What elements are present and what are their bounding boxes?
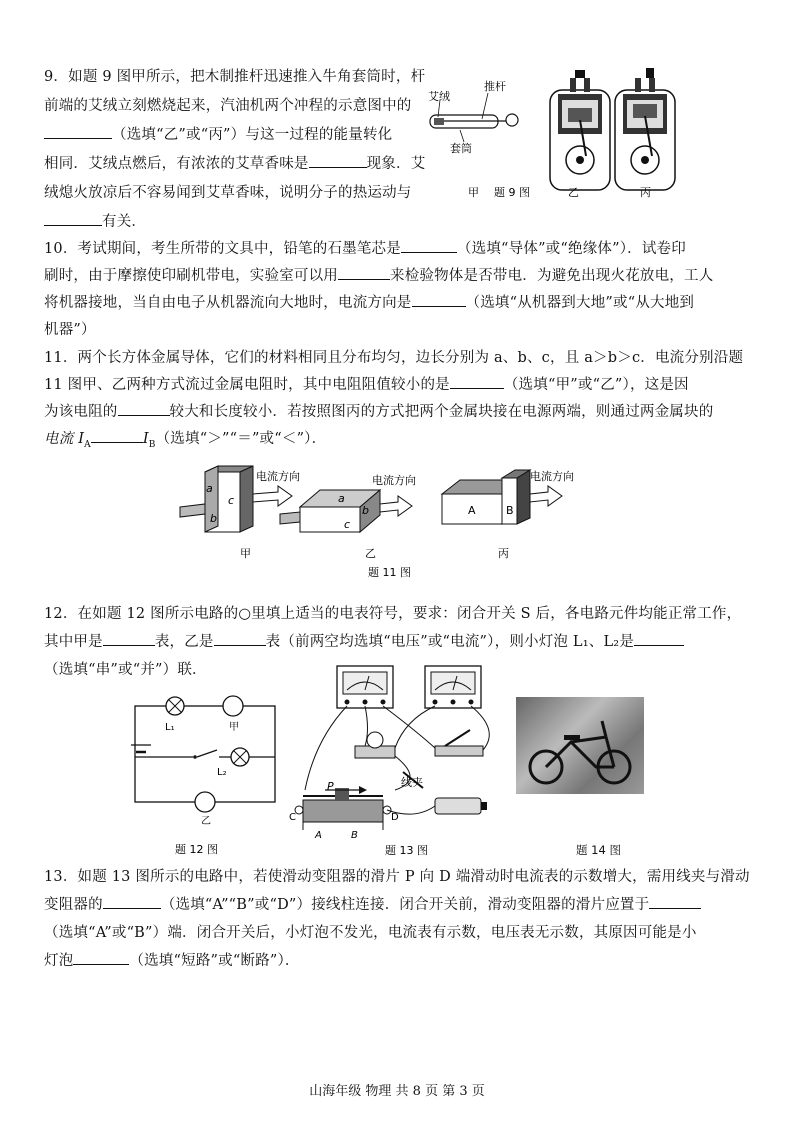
q13-blank-1[interactable]: [103, 894, 161, 909]
q11-line-4a: 电流 I: [44, 431, 85, 447]
q12-line-2c: 表（前两空均选填“电压”或“电流”），则小灯泡 L₁、L₂是: [265, 634, 635, 650]
q10-line-4: 机器”）: [44, 322, 96, 338]
battery-icon: [435, 798, 487, 814]
jia-arrow-label: 电流方向: [256, 470, 300, 483]
q12-line-3: （选填“串”或“并”）联．: [44, 662, 207, 678]
engine-bing-diagram: [615, 68, 675, 190]
fig13-xianjia: 线夹: [401, 776, 423, 789]
q11-line-2a: 11 图甲、乙两种方式流过金属电阻时，其中电阻阻值较小的是: [44, 377, 450, 393]
q13-line-2: [44, 894, 701, 916]
q10-line-1a: 10．考试期间，考生所带的文具中，铅笔的石墨笔芯是: [44, 241, 401, 257]
jia-label-a: a: [206, 482, 213, 495]
q10-blank-2[interactable]: [338, 265, 390, 280]
q12-blank-3[interactable]: [634, 631, 684, 646]
bulb-icon: [355, 732, 395, 758]
q9-line-3: [44, 124, 392, 146]
engine-yi-diagram: [550, 70, 610, 190]
label-ai-rong: 艾绒: [428, 90, 450, 103]
switch-icon: [435, 730, 483, 756]
rheostat-icon: [295, 788, 391, 830]
q11-sub-A: A: [84, 439, 91, 450]
figure-9: [420, 60, 680, 210]
fig12-title: 题 12 图: [175, 843, 218, 856]
q10-line-3b: （选填“从机器到大地”或“从大地到: [465, 295, 695, 311]
q11-blank-2[interactable]: [118, 401, 170, 416]
label-bing-9: 丙: [640, 186, 651, 199]
q10-line-3: [44, 292, 694, 314]
label-jia-9: 甲: [468, 186, 479, 199]
q9-line-4b: 现象．艾: [366, 156, 426, 172]
q13-line-4a: 灯泡: [44, 953, 74, 969]
q9-line-6: [44, 211, 146, 233]
figure-14-photo: [516, 697, 644, 794]
page-footer: 山海年级 物理 共 8 页 第 3 页: [309, 1084, 485, 1099]
q11-line-2b: （选填“甲”或“乙”），这是因: [503, 377, 689, 393]
q13-line-4: [44, 950, 300, 972]
q12-blank-1[interactable]: [103, 631, 155, 646]
fig13-A: A: [315, 830, 322, 841]
jia-caption: 甲: [240, 547, 251, 560]
q11-blank-3[interactable]: [91, 428, 143, 443]
figure-11: [170, 462, 610, 582]
q12-blank-2[interactable]: [214, 631, 266, 646]
fig13-C: C: [289, 812, 296, 823]
label-yi-9: 乙: [568, 186, 579, 199]
fig12-L1: L₁: [165, 722, 175, 733]
jia-label-c: c: [228, 494, 235, 507]
q10-blank-3[interactable]: [412, 292, 466, 307]
q10-line-1: [44, 238, 686, 260]
q11-line-3: [44, 401, 713, 423]
fig11-title: 题 11 图: [368, 566, 411, 579]
q11-line-2: [44, 374, 689, 396]
q11-line-4c: （选填“＞”“＝”或“＜”）．: [155, 431, 327, 447]
q9-blank-3[interactable]: [44, 211, 102, 226]
q13-line-3: （选填“A”或“B”）端．闭合开关后，小灯泡不发光，电流表有示数，电压表无示数，其原因可能是小: [44, 925, 697, 941]
q12-line-2: [44, 631, 684, 653]
bing-arrow-label: 电流方向: [530, 470, 574, 483]
q11-sub-B: B: [148, 439, 156, 450]
q12-line-2b: 表，乙是: [154, 634, 214, 650]
q11-line-3b: 较大和长度较小．若按照图丙的方式把两个金属块接在电源两端，则通过两金属块的: [169, 404, 714, 420]
q10-line-3a: 将机器接地，当自由电子从机器流向大地时，电流方向是: [44, 295, 412, 311]
q9-line-4: [44, 153, 425, 175]
q13-line-2a: 变阻器的: [44, 897, 103, 913]
q10-blank-1[interactable]: [401, 238, 457, 253]
fig12-L2: L₂: [217, 767, 227, 778]
q10-line-2b: 来检验物体是否带电．为避免出现火花放电，工人: [390, 268, 714, 284]
voltmeter-icon: [337, 666, 393, 708]
bing-label-B: B: [506, 504, 514, 517]
q9-blank-1[interactable]: [44, 124, 112, 139]
bicycle-icon: [516, 697, 644, 794]
q9-blank-2[interactable]: [309, 153, 367, 168]
q9-line-5: 绒熄火放凉后不容易闻到艾草香味，说明分子的热运动与: [44, 185, 412, 201]
q9-line-3-text: （选填“乙”或“丙”）与这一过程的能量转化: [112, 127, 393, 143]
yi-arrow-label: 电流方向: [372, 474, 416, 487]
q11-line-3a: 为该电阻的: [44, 404, 118, 420]
fig13-D: D: [391, 812, 399, 823]
q11-line-1: 11．两个长方体金属导体，它们的材料相同且分布均匀，边长分别为 a、b、c，且 a＞b＞c．电流分别沿题: [44, 350, 744, 366]
ammeter-icon: [425, 666, 481, 708]
jia-label-b: b: [210, 512, 217, 525]
q11-line-4b: I: [142, 431, 149, 447]
figure-13: [285, 660, 510, 860]
q10-line-1b: （选填“导体”或“绝缘体”）．试卷印: [456, 241, 686, 257]
q13-line-1: 13．如题 13 图所示的电路中，若使滑动变阻器的滑片 P 向 D 端滑动时电流表的示数增大，需用线夹与滑动: [44, 869, 750, 885]
fig13-B: B: [351, 830, 358, 841]
q9-line-1: 9．如题 9 图甲所示，把木制推杆迅速推入牛角套筒时，杆: [44, 69, 426, 85]
fig12-yi: 乙: [201, 816, 211, 827]
figure-12: [125, 690, 285, 860]
q10-line-2a: 刷时，由于摩擦使印刷机带电，实验室可以用: [44, 268, 338, 284]
q11-blank-1[interactable]: [450, 374, 504, 389]
yi-label-b: b: [362, 504, 369, 517]
q13-blank-2[interactable]: [649, 894, 701, 909]
label-tui-gan: 推杆: [484, 80, 506, 93]
q9-line-2: 前端的艾绒立刻燃烧起来，汽油机两个冲程的示意图中的: [44, 98, 412, 114]
q11-line-4: [44, 428, 326, 456]
q9-line-4a: 相同．艾绒点燃后，有浓浓的艾草香味是: [44, 156, 309, 172]
yi-caption: 乙: [365, 547, 376, 560]
q12-line-1: 12．在如题 12 图所示电路的○里填上适当的电表符号，要求：闭合开关 S 后，各电路元件均能正常工作，: [44, 606, 742, 622]
bing-label-A: A: [468, 504, 476, 517]
yi-label-a: a: [338, 492, 345, 505]
bing-caption: 丙: [498, 547, 509, 560]
fig13-P: P: [327, 780, 334, 793]
q13-line-4b: （选填“短路”或“断路”）．: [129, 953, 300, 969]
yi-label-c: c: [344, 518, 351, 531]
fig13-title: 题 13 图: [385, 844, 428, 857]
q13-line-2b: （选填“A”“B”或“D”）接线柱连接．闭合开关前，滑动变阻器的滑片应置于: [160, 897, 650, 913]
label-fig9-title: 题 9 图: [494, 186, 530, 199]
fig14-title: 题 14 图: [576, 843, 621, 857]
q13-blank-3[interactable]: [73, 950, 129, 965]
q10-line-2: [44, 265, 713, 287]
label-tao-tong: 套筒: [450, 142, 472, 155]
q12-line-2a: 其中甲是: [44, 634, 103, 650]
fig12-jia: 甲: [229, 722, 239, 733]
q9-line-6-text: 有关．: [102, 214, 147, 230]
